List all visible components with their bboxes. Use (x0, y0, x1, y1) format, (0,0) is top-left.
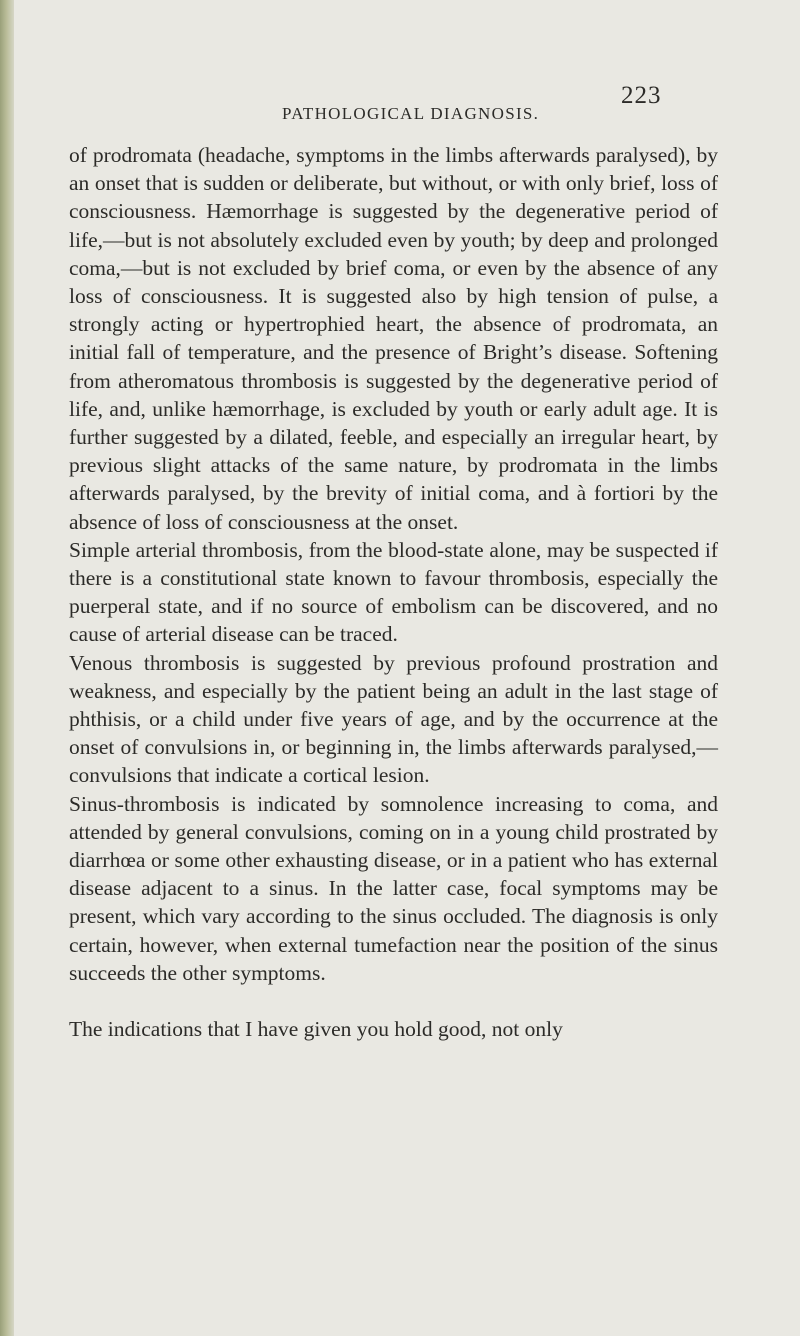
paragraph-continued: of prodromata (headache, symptoms in the limbs afterwards paralysed), by an onset that is sudden or deliberate, but without, or with only brief, loss of consciousness. Hæmorrhage is suggested by the degenerative period of life,—but is not absolutely excluded even by youth; by deep and prolonged coma,—but is not excluded by brief coma, or even by the absence of any loss of consciousness. It is suggested also by high tension of pulse, a strongly acting or hypertrophied heart, the absence of prodromata, an initial fall of temperature, and the presence of Bright’s disease. Softening from atheromatous thrombosis is suggested by the degenerative period of life, and, unlike hæmorrhage, is excluded by youth or early adult age. It is further suggested by a dilated, feeble, and especially an irregular heart, by previous slight attacks of the same nature, by prodromata in the limbs afterwards paralysed, by the brevity of initial coma, and à fortiori by the absence of loss of consciousness at the onset. (69, 143, 718, 534)
paragraph-arterial-thrombosis: Simple arterial thrombosis, from the blood-state alone, may be suspected if there is a constitutional state known to favour thrombosis, especially the puerperal state, and if no source of embolism can be discovered, and no cause of arterial disease can be traced. (69, 537, 718, 647)
body-text (69, 141, 718, 1043)
page-header (0, 82, 800, 122)
paragraph-indications: The indications that I have given you hold good, not only (69, 1017, 563, 1042)
page-number: 223 (621, 82, 662, 109)
book-spine-edge (0, 0, 14, 1336)
paragraph-venous-thrombosis: Venous thrombosis is suggested by previous profound prostration and weakness, and especially by the patient being an adult in the last stage of phthisis, or a child under five years of age, and by the occurrence at the onset of convulsions in, or beginning in, the limbs afterwards paralysed,— convulsions that indicate a cortical lesion. (69, 650, 718, 788)
paragraph-sinus-thrombosis: Sinus-thrombosis is indicated by somnolence increasing to coma, and attended by general convulsions, coming on in a young child prostrated by diarrhœa or some other exhausting disease, or in a patient who has external disease adjacent to a sinus. In the latter case, focal symptoms may be present, which vary according to the sinus occluded. The diagnosis is only certain, however, when external tumefaction near the position of the sinus succeeds the other symptoms. (69, 791, 718, 985)
running-head: PATHOLOGICAL DIAGNOSIS. (282, 104, 540, 123)
